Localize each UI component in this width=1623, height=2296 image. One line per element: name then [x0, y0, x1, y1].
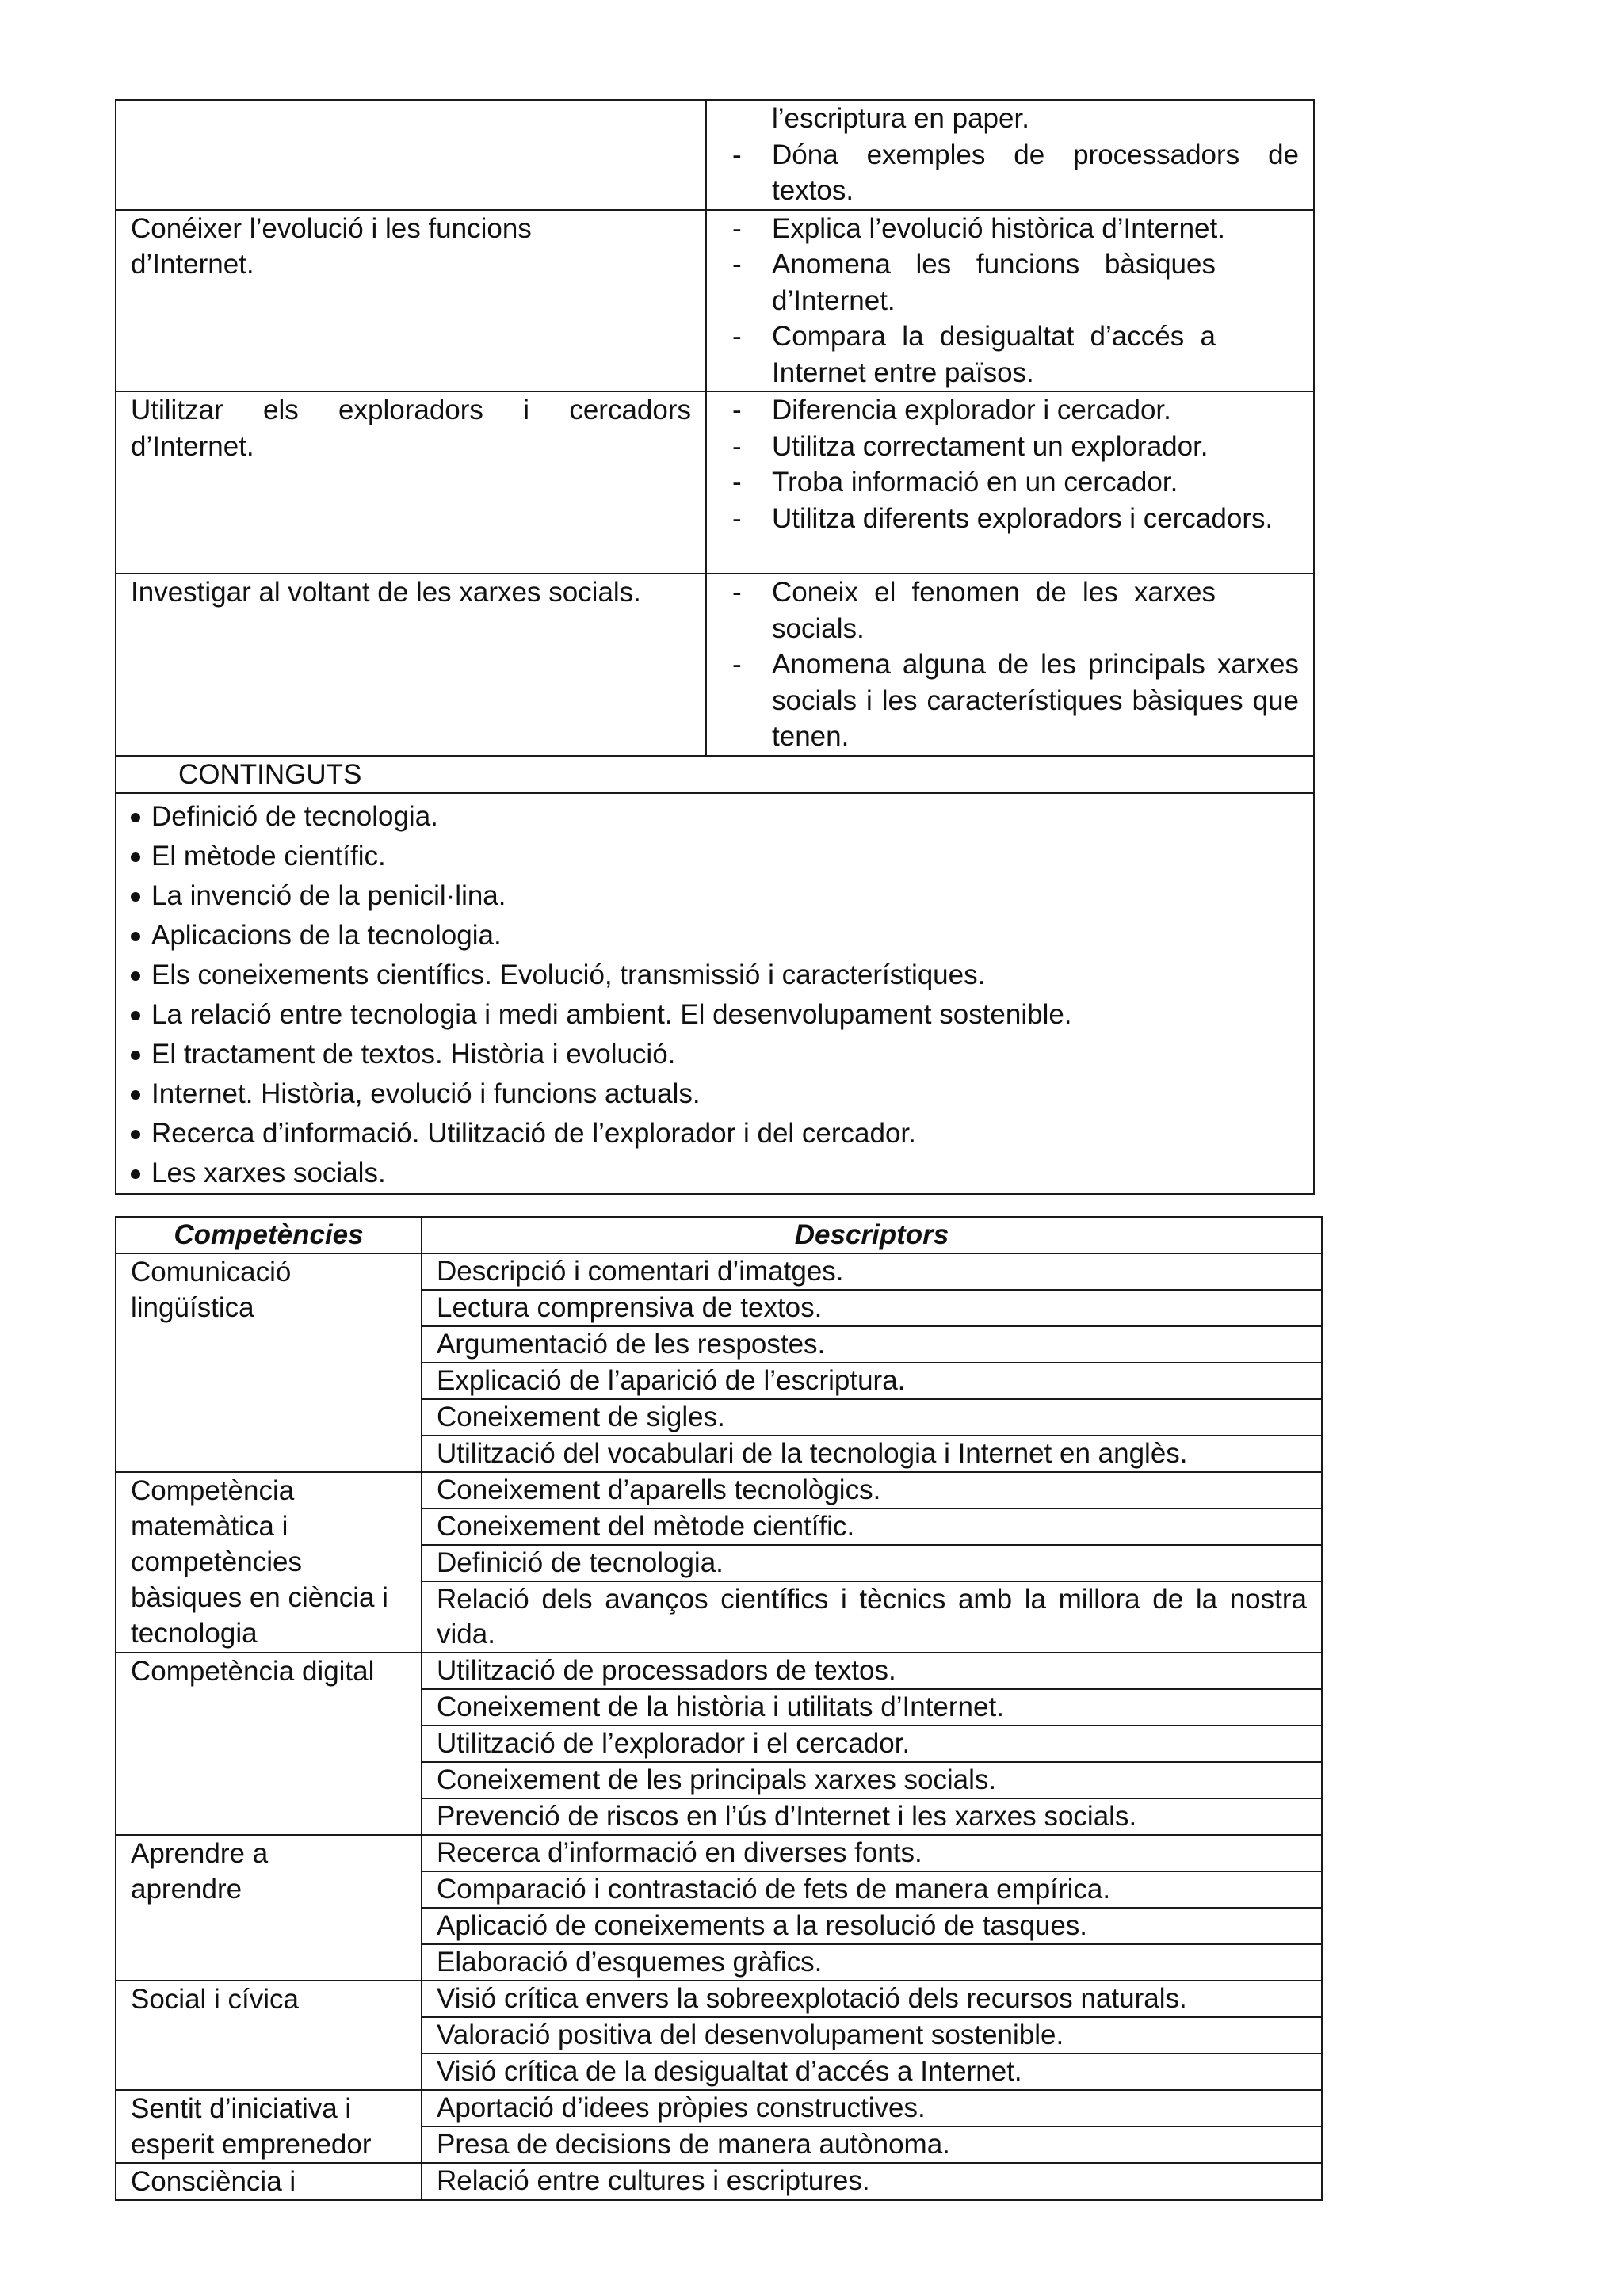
competence-row — [116, 1981, 1322, 2017]
standard-item: - Compara la desigualtat d’accés a Internet entre països. — [732, 318, 1216, 391]
content-item: La relació entre tecnologia i medi ambient. El desenvolupament sostenible. — [129, 995, 1305, 1035]
criterion-text: Utilitzar els exploradors i cercadors d’Internet. — [131, 395, 691, 462]
contents-list — [129, 797, 1305, 1193]
contents-cell — [116, 793, 1314, 1194]
descriptor-cell: Relació entre cultures i escriptures. — [422, 2163, 1322, 2200]
descriptor-cell: Recerca d’informació en diverses fonts. — [422, 1835, 1322, 1871]
descriptor-cell: Lectura comprensiva de textos. — [422, 1290, 1322, 1326]
competence-name — [116, 1835, 422, 1981]
standard-item: - Troba informació en un cercador. — [732, 464, 1299, 501]
standards-cell — [706, 391, 1314, 574]
standard-item: - Dóna exemples de processadors de textos. — [732, 137, 1299, 209]
competences-table — [115, 1216, 1323, 2201]
content-item: El mètode científic. — [129, 837, 1305, 876]
content-item: Aplicacions de la tecnologia. — [129, 916, 1305, 955]
contents-heading: CONTINGUTS — [116, 756, 1314, 794]
competence-label: Comunicació lingüística — [131, 1257, 292, 1323]
criterion-cell — [116, 391, 706, 574]
standard-item: - Diferencia explorador i cercador. — [732, 392, 1299, 429]
criteria-row — [116, 100, 1314, 210]
descriptor-cell: Utilització de l’explorador i el cercador. — [422, 1726, 1322, 1762]
descriptor-cell: Comparació i contrastació de fets de manera empírica. — [422, 1871, 1322, 1908]
descriptor-cell: Coneixement de les principals xarxes socials. — [422, 1762, 1322, 1798]
content-item: Les xarxes socials. — [129, 1154, 1305, 1193]
competence-row — [116, 1835, 1322, 1871]
content-item: El tractament de textos. Història i evolució. — [129, 1035, 1305, 1074]
criteria-row — [116, 574, 1314, 756]
descriptor-cell: Utilització del vocabulari de la tecnologia i Internet en anglès. — [422, 1436, 1322, 1472]
content-item: Definició de tecnologia. — [129, 797, 1305, 837]
criterion-cell — [116, 574, 706, 756]
descriptor-cell: Visió crítica de la desigualtat d’accés a Internet. — [422, 2054, 1322, 2090]
competence-name: Social i cívica — [116, 1981, 422, 2090]
competence-name — [116, 1253, 422, 1472]
descriptor-cell: Aplicació de coneixements a la resolució de tasques. — [422, 1908, 1322, 1944]
competence-name — [116, 1472, 422, 1653]
contents-heading-row — [116, 756, 1314, 794]
descriptor-cell: Utilització de processadors de textos. — [422, 1653, 1322, 1689]
competence-label: Competència matemàtica i competències bàsiques en ciència i tecnologia — [131, 1475, 388, 1649]
competences-header-row — [116, 1217, 1322, 1253]
descriptor-cell: Explicació de l’aparició de l’escriptura. — [422, 1363, 1322, 1399]
contents-row — [116, 793, 1314, 1194]
standards-list — [732, 137, 1299, 209]
descriptor-cell: Elaboració d’esquemes gràfics. — [422, 1944, 1322, 1981]
descriptor-cell: Argumentació de les respostes. — [422, 1326, 1322, 1363]
standard-item: - Coneix el fenomen de les xarxes socials. — [732, 574, 1216, 646]
content-item: Els coneixements científics. Evolució, transmissió i característiques. — [129, 955, 1305, 995]
descriptor-cell: Definició de tecnologia. — [422, 1545, 1322, 1581]
standard-item: - Anomena les funcions bàsiques d’Internet. — [732, 246, 1216, 318]
content-item: La invenció de la penicil·lina. — [129, 876, 1305, 916]
descriptor-cell: Coneixement de sigles. — [422, 1399, 1322, 1436]
competence-label: Sentit d’iniciativa i esperit emprenedor — [131, 2093, 372, 2160]
descriptor-cell: Coneixement d’aparells tecnològics. — [422, 1472, 1322, 1508]
competence-row — [116, 1253, 1322, 1290]
descriptor-cell: Aportació d’idees pròpies constructives. — [422, 2090, 1322, 2126]
competence-name: Consciència i — [116, 2163, 422, 2200]
criteria-row — [116, 391, 1314, 574]
descriptor-cell: Coneixement de la història i utilitats d’Internet. — [422, 1689, 1322, 1726]
standards-list — [732, 574, 1299, 755]
criteria-table — [115, 99, 1315, 1195]
competence-name: Competència digital — [116, 1653, 422, 1835]
standards-cell — [706, 574, 1314, 756]
competence-label: Aprendre a aprendre — [131, 1838, 269, 1905]
standard-continuation: l’escriptura en paper. — [772, 103, 1029, 134]
criterion-cell — [116, 100, 706, 210]
competences-header: Competències — [116, 1217, 422, 1253]
standard-item: - Anomena alguna de les principals xarxes socials i les característiques bàsiques que tenen. — [732, 646, 1299, 755]
competence-name — [116, 2090, 422, 2163]
standards-cell — [706, 210, 1314, 392]
standard-item: - Explica l’evolució històrica d’Internet. — [732, 211, 1299, 247]
descriptor-cell: Presa de decisions de manera autònoma. — [422, 2126, 1322, 2163]
descriptor-cell: Relació dels avanços científics i tècnics amb la millora de la nostra vida. — [422, 1581, 1322, 1653]
standards-list — [732, 392, 1299, 536]
standards-list — [732, 211, 1299, 391]
content-item: Recerca d’informació. Utilització de l’explorador i del cercador. — [129, 1114, 1305, 1154]
criterion-cell — [116, 210, 706, 392]
criteria-row — [116, 210, 1314, 392]
descriptor-cell: Coneixement del mètode científic. — [422, 1508, 1322, 1545]
standards-cell — [706, 100, 1314, 210]
standard-item: - Utilitza diferents exploradors i cercadors. — [732, 501, 1299, 537]
competence-row — [116, 2090, 1322, 2126]
descriptor-cell: Descripció i comentari d’imatges. — [422, 1253, 1322, 1290]
standard-item: - Utilitza correctament un explorador. — [732, 429, 1299, 465]
criterion-text: Investigar al voltant de les xarxes socials. — [131, 577, 641, 608]
descriptor-cell: Prevenció de riscos en l’ús d’Internet i les xarxes socials. — [422, 1798, 1322, 1835]
descriptors-header: Descriptors — [422, 1217, 1322, 1253]
criterion-text: Conéixer l’evolució i les funcions d’Internet. — [131, 212, 532, 280]
content-item: Internet. Història, evolució i funcions actuals. — [129, 1074, 1305, 1114]
competence-row — [116, 1472, 1322, 1508]
descriptor-cell: Visió crítica envers la sobreexplotació dels recursos naturals. — [422, 1981, 1322, 2017]
competence-row — [116, 1653, 1322, 1689]
competence-row — [116, 2163, 1322, 2200]
descriptor-cell: Valoració positiva del desenvolupament sostenible. — [422, 2017, 1322, 2054]
